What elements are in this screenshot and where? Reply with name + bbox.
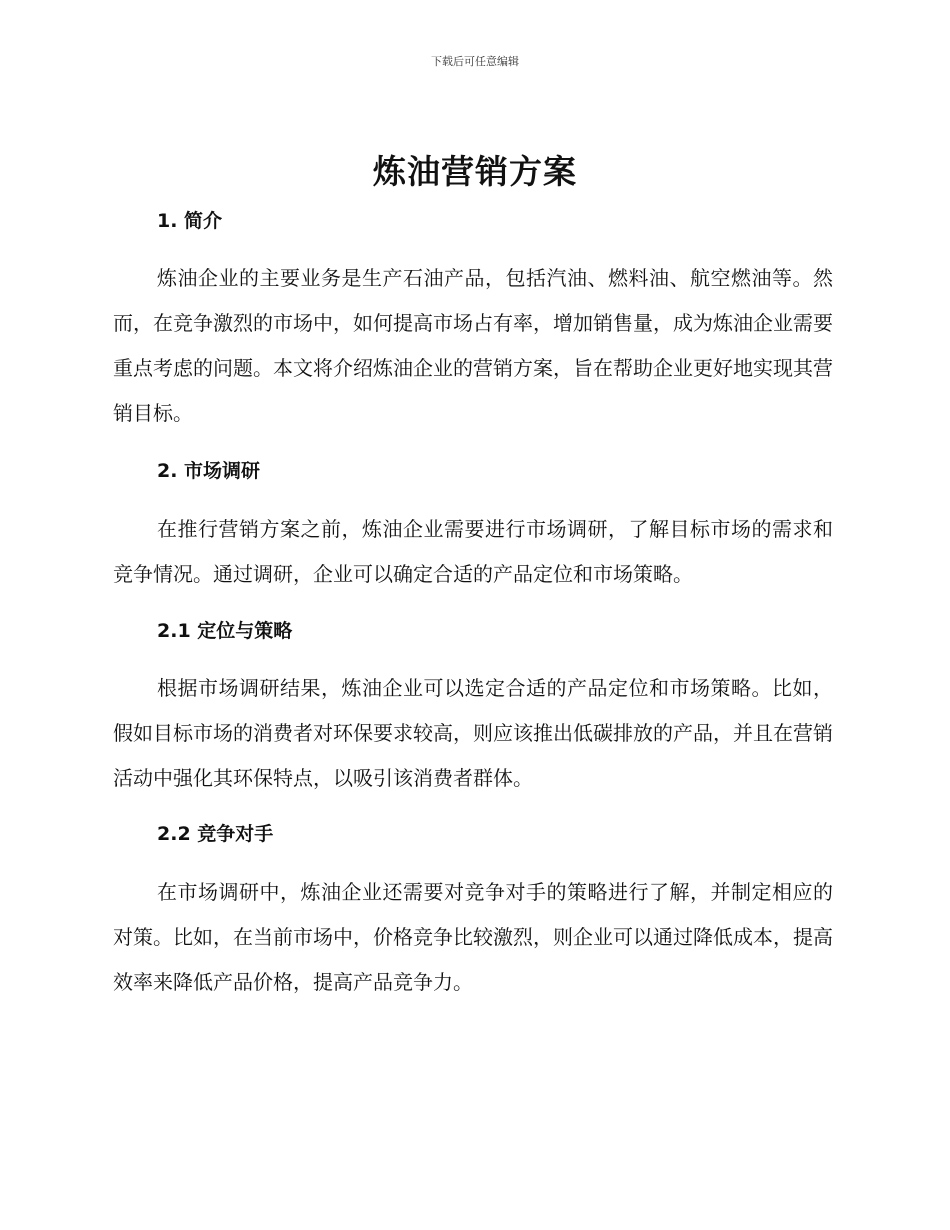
section-paragraph-market-research: 在推行营销方案之前，炼油企业需要进行市场调研，了解目标市场的需求和竞争情况。通过调研，企业可以确定合适的产品定位和市场策略。 — [113, 517, 833, 586]
section-paragraph-intro: 炼油企业的主要业务是生产石油产品，包括汽油、燃料油、航空燃油等。然而，在竞争激烈的市场中，如何提高市场占有率，增加销售量，成为炼油企业需要重点考虑的问题。本文将介绍炼油企业的营销方案，旨在帮助企业更好地实现其营销目标。 — [113, 266, 833, 425]
section-heading-market-research: 2. 市场调研 — [157, 460, 261, 482]
section-heading-intro: 1. 简介 — [157, 210, 223, 232]
page-header-note: 下载后可任意编辑 — [431, 55, 519, 68]
document-title: 炼油营销方案 — [373, 152, 577, 191]
section-heading-competitors: 2.2 竞争对手 — [157, 823, 274, 845]
section-heading-positioning-strategy: 2.1 定位与策略 — [157, 620, 293, 642]
section-paragraph-competitors: 在市场调研中，炼油企业还需要对竞争对手的策略进行了解，并制定相应的对策。比如，在当前市场中，价格竞争比较激烈，则企业可以通过降低成本，提高效率来降低产品价格，提高产品竞争力。 — [113, 880, 833, 994]
section-paragraph-positioning-strategy: 根据市场调研结果，炼油企业可以选定合适的产品定位和市场策略。比如，假如目标市场的消费者对环保要求较高，则应该推出低碳排放的产品，并且在营销活动中强化其环保特点，以吸引该消费者群体。 — [113, 676, 833, 790]
